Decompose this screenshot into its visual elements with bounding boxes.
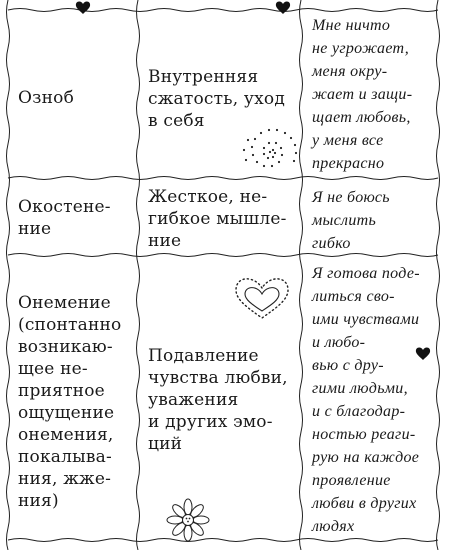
affirmation-cell: Я готова поде- литься сво- ими чувствами и любо- вью с дру- гими людьми, и с благодар- ностью реаги- рую на каждое проявление любви в других людях <box>312 265 420 535</box>
cause-cell: Подавление чувства любви, уважения и других эмо- ций <box>148 346 288 454</box>
column-divider-2 <box>300 0 303 550</box>
symptom-cell: Онемение (спонтанно возникаю- щее не- приятное ощущение онемения, покалыва- ния, жже- ния) <box>18 293 122 511</box>
dotted-heart-icon <box>236 279 288 318</box>
symptom-cell: Окостене- ние <box>18 197 111 239</box>
cause-cell: Внутренняя сжатость, уход в себя <box>148 67 286 131</box>
row-divider-1 <box>8 177 438 180</box>
spiral-icon <box>243 129 297 167</box>
heart-icon <box>276 2 290 14</box>
flower-icon <box>167 499 209 541</box>
heart-icon <box>76 2 90 14</box>
table-border-left <box>7 0 10 550</box>
column-divider-1 <box>137 0 140 550</box>
table-border-bottom <box>8 539 438 542</box>
table-border-right <box>437 0 440 550</box>
cause-cell: Жесткое, не- гибкое мышле- ние <box>148 187 287 251</box>
affirmation-cell: Я не боюсь мыслить гибко <box>312 189 390 252</box>
table-border-top <box>8 9 438 12</box>
symptom-cell: Озноб <box>18 88 75 108</box>
affirmation-cell: Мне ничто не угрожает, меня окру- жает и защи- щает любовь, у меня все прекрасно <box>312 17 413 172</box>
